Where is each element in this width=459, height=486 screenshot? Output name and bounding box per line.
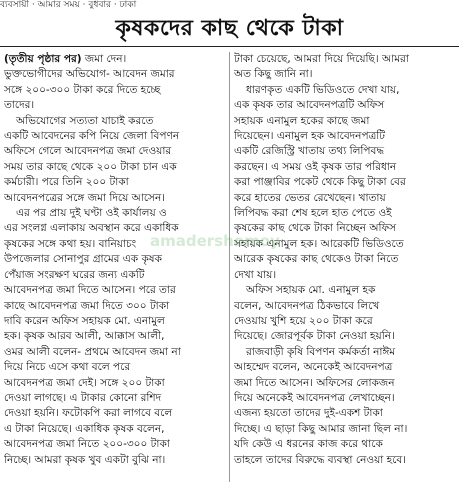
watermark: amadershomoy xyxy=(150,232,280,250)
text-line xyxy=(4,114,226,129)
line-text: ওমর আলী বলেন- প্রথমে আবেদন জমা না xyxy=(4,345,181,358)
line-text: হক। কৃষক আরব আলী, আক্কাস আলী, xyxy=(4,330,165,343)
continuation-label: (তৃতীয় পৃষ্ঠার পর) xyxy=(4,53,82,65)
text-line xyxy=(4,67,226,82)
text-line xyxy=(234,268,456,283)
line-text: পেঁয়াজ সংরক্ষণ ঘরের জন্য একটি xyxy=(4,268,145,281)
header-strip: ব্যবসায়ী · আমার সময় · বুধবার · ঢাকা xyxy=(0,0,137,10)
line-text: জমা দিতে আসেন। অফিসের লোকজন xyxy=(234,376,395,389)
line-text: একটি রেজিস্ট্রি খাতায় তথ্য লিপিবদ্ধ xyxy=(234,145,385,158)
line-text: আহম্মেদ বলেন, অনেকেই আবেদনপত্র xyxy=(234,361,393,374)
line-text: সঙ্গে ২০০-৩০০ টাকা করে দিতে হচ্ছে xyxy=(4,83,161,96)
text-line xyxy=(234,360,456,375)
line-text: অভিযোগের সত্যতা যাচাই করতে xyxy=(16,114,154,127)
text-line xyxy=(234,453,456,468)
text-line xyxy=(234,114,456,129)
line-text: দেওয়া হয়নি। ফটোকপি করা লাগবে বলে xyxy=(4,407,173,420)
line-text: অফিসে গেলে আবেদনপত্র জমা দেওয়ার xyxy=(4,145,172,158)
text-line xyxy=(4,206,226,221)
line-text: অফিস সহায়ক মো. এনামুল হক xyxy=(246,284,376,297)
text-line xyxy=(4,453,226,468)
line-text: আরেক কৃষকের কাছ থেকেও টাকা নিতে xyxy=(234,253,399,266)
text-line xyxy=(4,314,226,329)
line-text: তাহলে তাদের বিরুদ্ধে ব্যবস্থা নেওয়া হবে। xyxy=(234,453,406,466)
headline-rule xyxy=(0,46,459,47)
line-text: জমা দেন। xyxy=(81,53,127,65)
text-line xyxy=(234,391,456,406)
headline-band xyxy=(0,12,459,46)
line-text: আবেদনপত্র জমা দেই। সঙ্গে ২০০ টাকা xyxy=(4,376,165,389)
text-line xyxy=(234,345,456,360)
line-text: দিচ্ছে। এ ছাড়া কিছু আমার জানা ছিল না। xyxy=(234,422,408,435)
line-text: দিয়েছেন। এনামুল হক আবেদনপত্রটি xyxy=(234,130,386,143)
line-text: দিয়ে অনেকেই আবেদনপত্র লেখাচ্ছেন। xyxy=(234,391,395,404)
text-line xyxy=(4,406,226,421)
line-text: দিয়েছে। জোরপূর্বক টাকা নেওয়া হয়নি। xyxy=(234,330,395,343)
line-text: সহায়ক এনামুল হকের কাছে জমা xyxy=(234,114,370,127)
line-text: এর সংলগ্ন এলাকায় অবস্থান করে একাধিক xyxy=(4,222,179,235)
line-text: উপজেলার সোনাপুর গ্রামের এক কৃষক xyxy=(4,253,162,266)
line-text: ধারণকৃত একটি ভিডিওতে দেখা যায়, xyxy=(246,83,400,96)
line-text: দেওয়া লাগছে। এ টাকার কোনো রশিদ xyxy=(4,391,162,404)
text-line xyxy=(4,391,226,406)
line-text: এর পর প্রায় দুই ঘণ্টা ওই কার্যালয় ও xyxy=(16,207,167,220)
text-line xyxy=(234,175,456,190)
text-line xyxy=(4,175,226,190)
text-line xyxy=(234,314,456,329)
left-column xyxy=(4,52,226,468)
text-line xyxy=(234,160,456,175)
text-line xyxy=(4,360,226,375)
text-line xyxy=(234,129,456,144)
text-line xyxy=(4,191,226,206)
line-text: দিয়ে নিচে এসে কথা বলে পরে xyxy=(4,361,131,374)
line-text: সময় তার কাছে থেকে ২০০ টাকা চান এক xyxy=(4,160,177,173)
column-divider xyxy=(229,52,230,482)
line-text: একটি আবেদনের কপি নিয়ে জেলা বিপণন xyxy=(4,130,180,143)
text-line xyxy=(234,376,456,391)
line-text: কৃষকের সঙ্গে কথা হয়। বানিয়াচং xyxy=(4,237,137,250)
text-line xyxy=(234,221,456,236)
headline: কৃষকদের কাছ থেকে টাকা xyxy=(115,15,344,41)
line-text: সহায়ক এনামুল হক। আরেকটি ভিডিওতে xyxy=(234,237,404,250)
text-line xyxy=(4,422,226,437)
text-line xyxy=(4,345,226,360)
text-line xyxy=(234,237,456,252)
line-text: কাছে আবেদনপত্র জমা দিতে ৩০০ টাকা xyxy=(4,299,170,312)
text-line xyxy=(234,406,456,421)
text-line xyxy=(234,437,456,452)
text-line xyxy=(4,252,226,267)
line-text: করে হাতের ভেতর রেখেছেন। খাতায় xyxy=(234,191,386,204)
text-line xyxy=(4,160,226,175)
text-line xyxy=(4,52,226,67)
text-line xyxy=(234,52,456,67)
line-text: করা পাঞ্জাবির পকেট থেকে কিছু টাকা বের xyxy=(234,176,406,189)
line-text: কর্মচারী। পরে তিনি ২০০ টাকা xyxy=(4,176,129,189)
text-line xyxy=(4,221,226,236)
line-text: আবেদনপত্রের সঙ্গে জমা দিয়ে আসেন। xyxy=(4,191,166,204)
right-column xyxy=(234,52,456,468)
line-text: দেওয়ায় খুশি হয়ে ২০০ টাকা করে xyxy=(234,314,373,327)
line-text: লিপিবদ্ধ করা শেষ হলে হাত পেতে ওই xyxy=(234,207,392,220)
line-text: যদি কেউ এ ধরনের কাজ করে থাকে xyxy=(234,438,383,451)
line-text: দেখা যায়। xyxy=(234,268,277,281)
text-line xyxy=(4,268,226,283)
text-line xyxy=(4,283,226,298)
text-line xyxy=(4,98,226,113)
text-line xyxy=(234,252,456,267)
line-text: ভুক্তভোগীদের অভিযোগ- আবেদন জমার xyxy=(4,68,175,81)
text-line xyxy=(4,299,226,314)
line-text: দাবি করেন অফিস সহায়ক মো. এনামুল xyxy=(4,314,165,327)
text-line xyxy=(234,299,456,314)
text-line xyxy=(4,144,226,159)
text-line xyxy=(234,191,456,206)
line-text: রাজবাড়ী কৃষি বিপণন কর্মকর্তা নাঈম xyxy=(246,345,396,358)
text-line xyxy=(4,129,226,144)
text-line xyxy=(4,376,226,391)
line-text: আবেদনপত্র জমা দিতে আসেন। পরে তার xyxy=(4,284,176,297)
line-text: এ টাকা নিয়েছে। একাধিক কৃষক বলেন, xyxy=(4,422,165,435)
text-line xyxy=(234,144,456,159)
text-line xyxy=(234,329,456,344)
text-line xyxy=(234,206,456,221)
text-line xyxy=(234,67,456,82)
line-text: টাকা চেয়েছে, আমরা দিয়ে দিয়েছি। আমরা xyxy=(234,53,409,65)
text-line xyxy=(4,83,226,98)
line-text: এক কৃষক তার আবেদনপত্রটি অফিস xyxy=(234,99,385,112)
text-line xyxy=(234,98,456,113)
line-text: বলেন, আবেদনপত্র ঠিকভাবে লিখে xyxy=(234,299,380,312)
text-line xyxy=(234,283,456,298)
line-text: আবেদনপত্র জমা নিতে ২০০-৩০০ টাকা xyxy=(4,438,170,451)
line-text: তাদের। xyxy=(4,99,35,112)
line-text: নিচ্ছে। আমরা কৃষক খুব একটা বুঝি না। xyxy=(4,453,166,466)
text-line xyxy=(4,437,226,452)
line-text: কৃষকের কাছ থেকে টাকা নিচ্ছেন অফিস xyxy=(234,222,397,235)
text-line xyxy=(234,422,456,437)
line-text: এজন্য হয়তো তাদের দুই-একশ টাকা xyxy=(234,407,383,420)
text-line xyxy=(4,237,226,252)
text-line xyxy=(234,83,456,98)
line-text: অত কিছু জানি না। xyxy=(234,68,313,81)
text-line xyxy=(4,329,226,344)
line-text: করছেন। এ সময় ওই কৃষক তার পরিধান xyxy=(234,160,397,173)
